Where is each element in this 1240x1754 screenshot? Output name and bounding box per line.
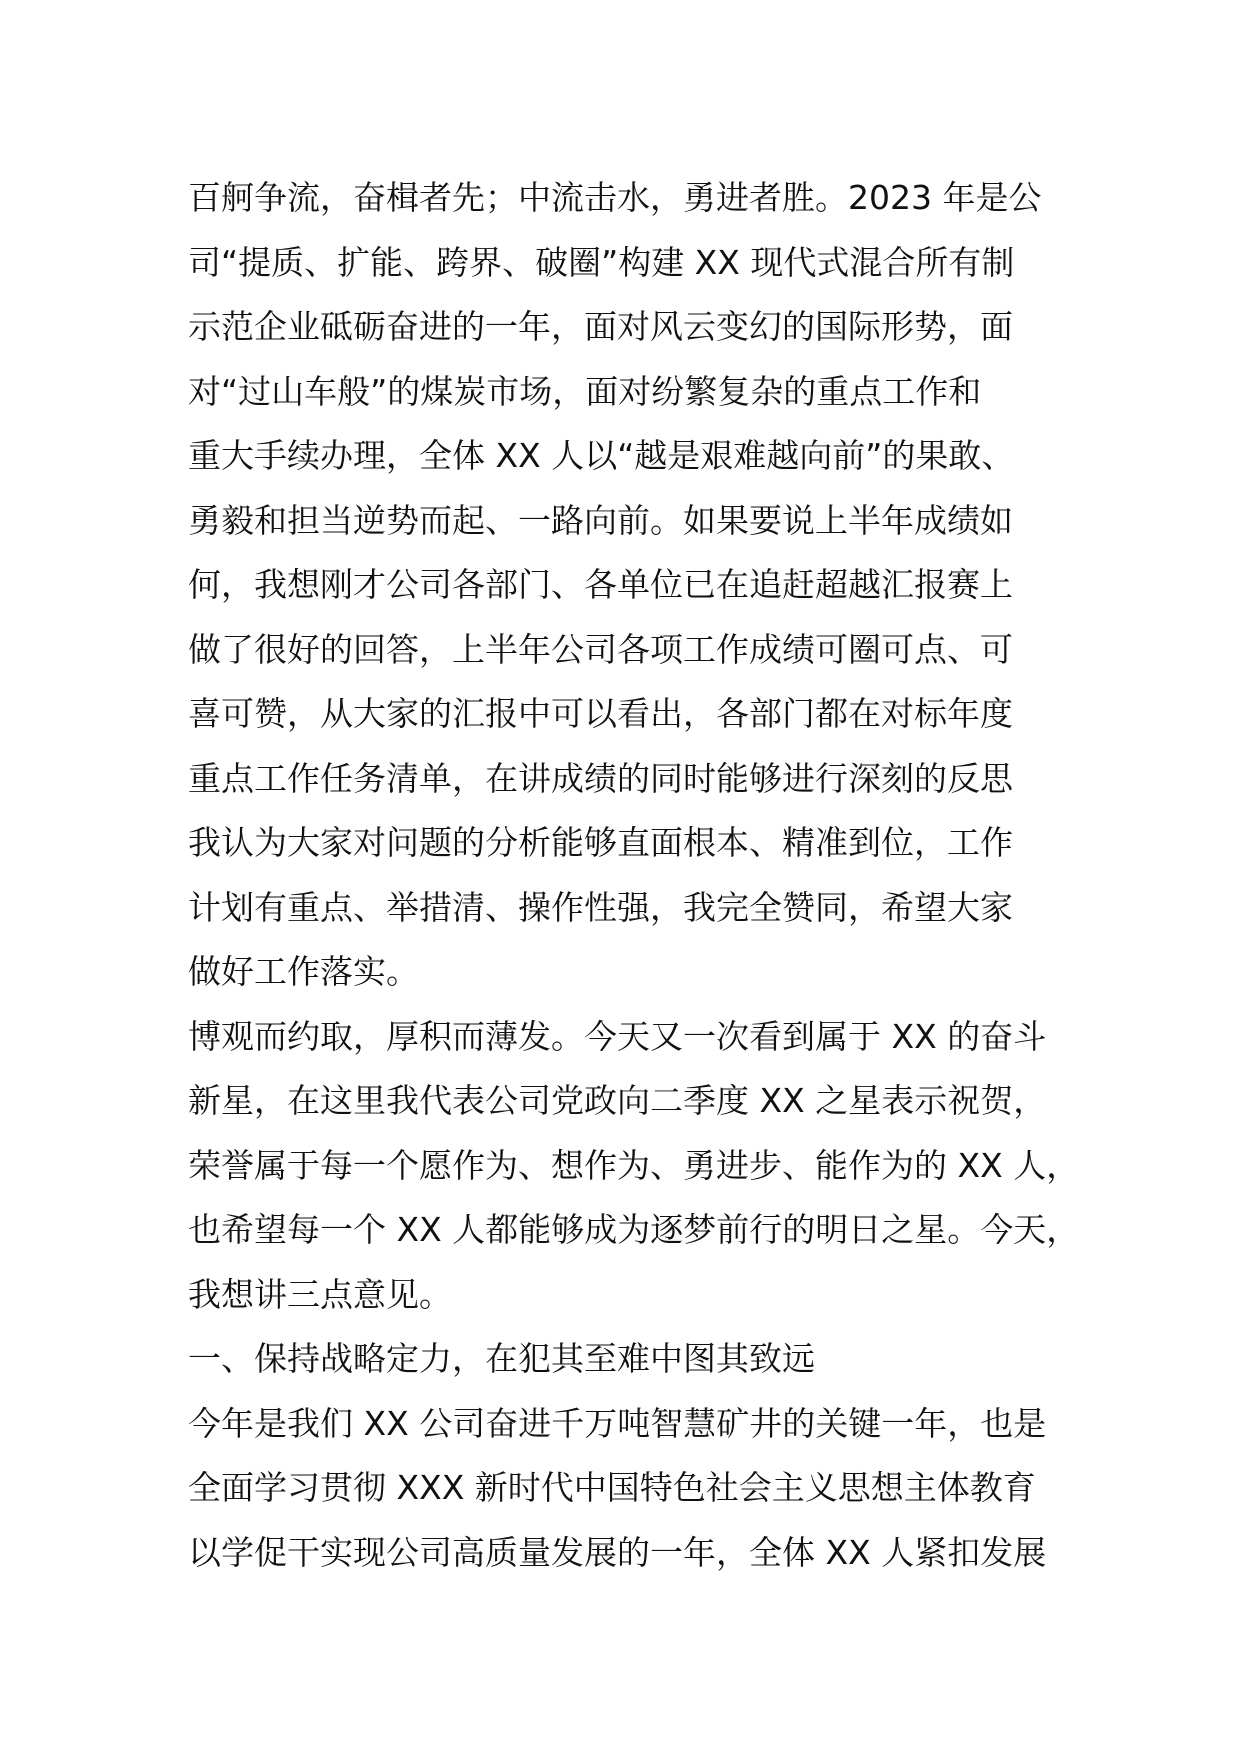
text-line: 我想讲三点意见。 bbox=[188, 1274, 452, 1314]
text-line: 博观而约取，厚积而薄发。今天又一次看到属于 XX 的奋斗 bbox=[188, 1016, 1047, 1056]
text-line: 全面学习贯彻 XXX 新时代中国特色社会主义思想主体教育 bbox=[188, 1468, 1036, 1507]
section-heading: 一、保持战略定力，在犯其至难中图其致远 bbox=[188, 1339, 815, 1378]
text-line: 也希望每一个 XX 人都能够成为逐梦前行的明日之星。今天， bbox=[188, 1210, 1080, 1249]
text-line: 新星，在这里我代表公司党政向二季度 XX 之星表示祝贺， bbox=[188, 1081, 1047, 1120]
text-line: 以学促干实现公司高质量发展的一年，全体 XX 人紧扣发展 bbox=[188, 1532, 1047, 1572]
text-line: 对“过山车般”的煤炭市场，面对纷繁复杂的重点工作和 bbox=[188, 371, 982, 411]
text-line: 百舸争流，奋楫者先；中流击水，勇进者胜。2023 年是公 bbox=[188, 178, 1042, 217]
text-line: 我认为大家对问题的分析能够直面根本、精准到位，工作 bbox=[188, 823, 1013, 862]
text-line: 重大手续办理，全体 XX 人以“越是艰难越向前”的果敢、 bbox=[188, 436, 1015, 475]
text-line: 喜可赞，从大家的汇报中可以看出，各部门都在对标年度 bbox=[188, 694, 1013, 733]
text-line: 荣誉属于每一个愿作为、想作为、勇进步、能作为的 XX 人， bbox=[188, 1145, 1080, 1185]
text-line: 重点工作任务清单，在讲成绩的同时能够进行深刻的反思 bbox=[188, 758, 1013, 798]
text-line: 今年是我们 XX 公司奋进千万吨智慧矿井的关键一年，也是 bbox=[188, 1403, 1047, 1443]
text-line: 做了很好的回答，上半年公司各项工作成绩可圈可点、可 bbox=[188, 629, 1013, 669]
text-line: 计划有重点、举措清、操作性强，我完全赞同，希望大家 bbox=[188, 887, 1013, 927]
text-line: 何，我想刚才公司各部门、各单位已在追赶超越汇报赛上 bbox=[188, 565, 1013, 604]
body-text bbox=[188, 166, 1088, 1585]
text-line: 司“提质、扩能、跨界、破圈”构建 XX 现代式混合所有制 bbox=[188, 242, 1015, 282]
text-line: 勇毅和担当逆势而起、一路向前。如果要说上半年成绩如 bbox=[188, 500, 1013, 540]
text-line: 做好工作落实。 bbox=[188, 952, 419, 991]
text-line: 示范企业砥砺奋进的一年，面对风云变幻的国际形势，面 bbox=[188, 307, 1013, 346]
